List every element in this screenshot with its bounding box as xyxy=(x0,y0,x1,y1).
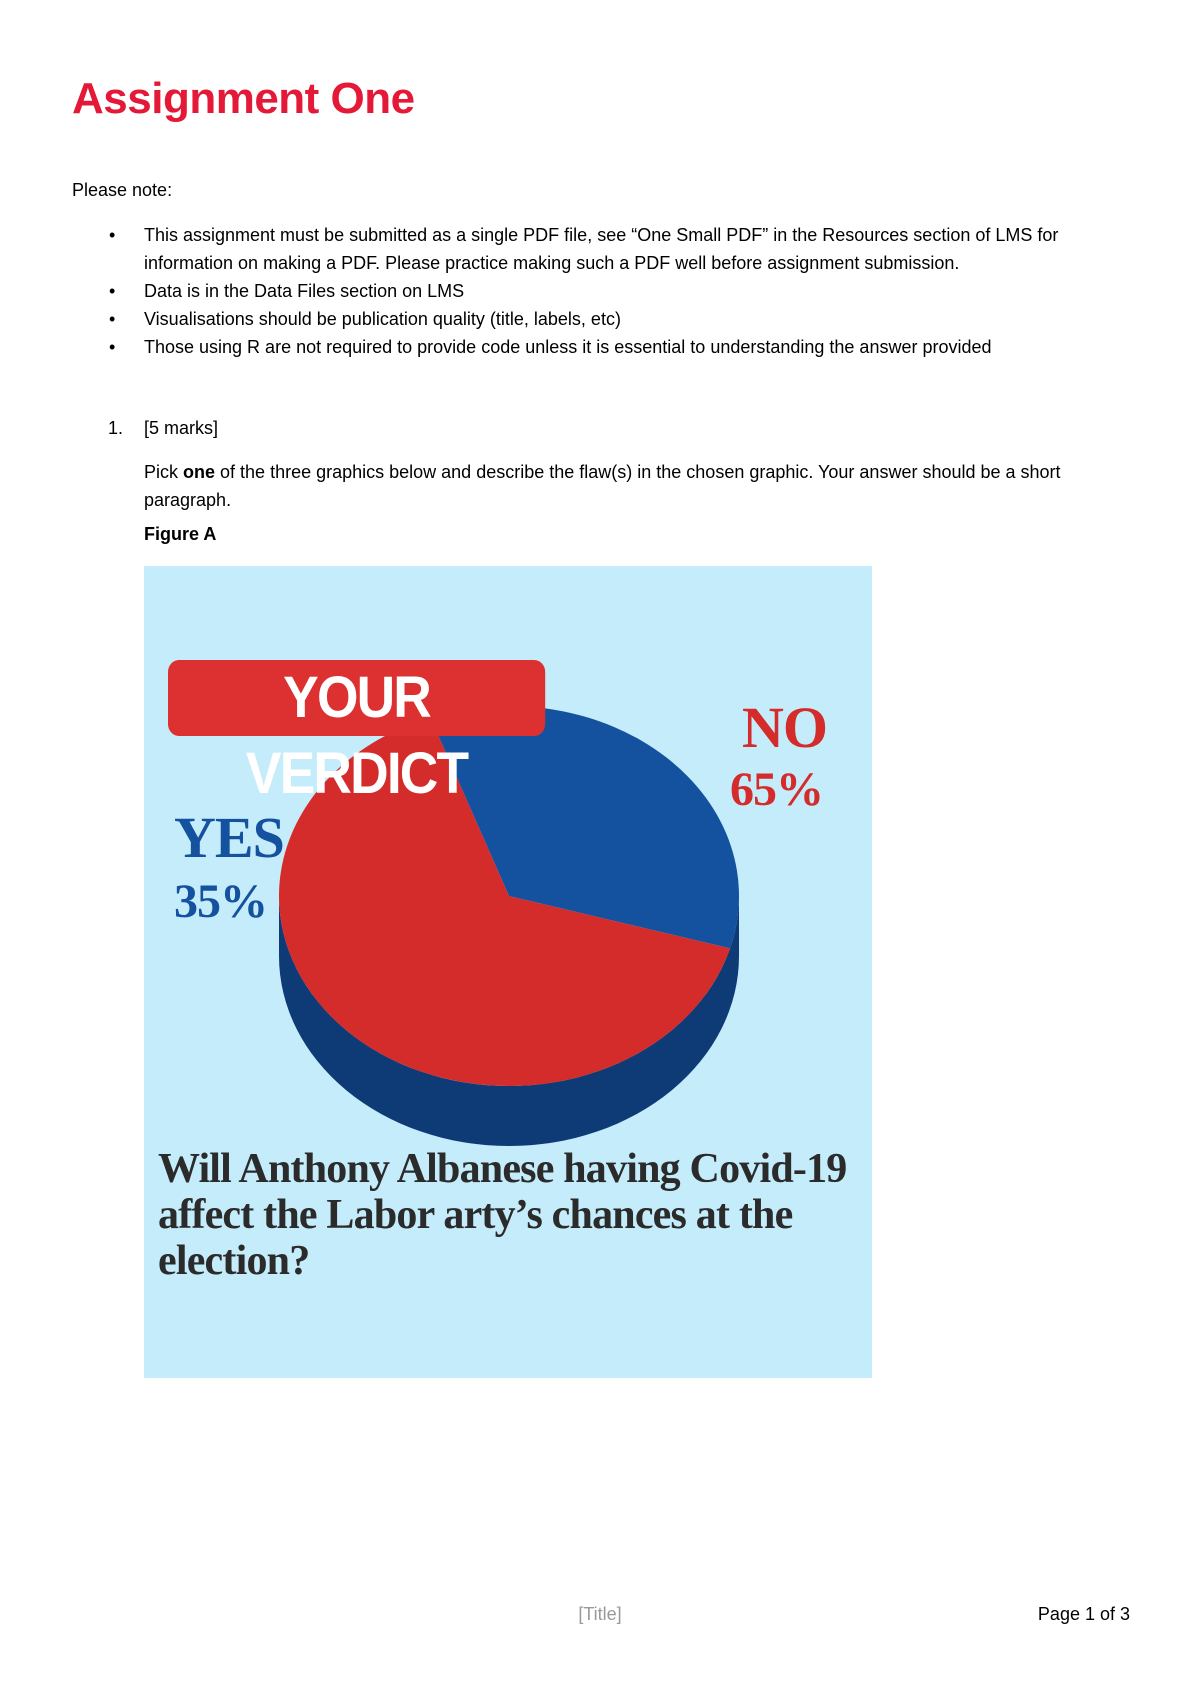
note-text: Data is in the Data Files section on LMS xyxy=(144,281,465,301)
figure-label: Figure A xyxy=(144,524,217,544)
no-percent: 65% xyxy=(730,763,823,816)
question-text xyxy=(144,458,1139,514)
note-label: Please note: xyxy=(72,180,173,200)
question-text-start: Pick xyxy=(144,462,184,482)
bullet-icon: • xyxy=(109,225,116,245)
notes-list xyxy=(72,221,1142,361)
question-number: 1. xyxy=(108,418,124,438)
figure-a xyxy=(144,566,872,1378)
no-label: NO xyxy=(742,695,827,760)
bullet-icon: • xyxy=(109,337,116,357)
question-text-end: of the three graphics below and describe the flaw(s) in the chosen graphic. Your answer should be a short paragraph. xyxy=(144,462,1061,510)
list-item xyxy=(72,333,1142,361)
list-item xyxy=(72,305,1142,333)
list-item xyxy=(72,221,1142,277)
note-text: Visualisations should be publication quality (title, labels, etc) xyxy=(144,309,621,329)
bullet-icon: • xyxy=(109,281,116,301)
yes-percent: 35% xyxy=(174,875,267,928)
yes-label: YES xyxy=(174,805,284,870)
question-marks: [5 marks] xyxy=(144,418,219,438)
bullet-icon: • xyxy=(109,309,116,329)
footer-title: [Title] xyxy=(578,1604,622,1624)
page-title: Assignment One xyxy=(72,74,415,123)
note-text: This assignment must be submitted as a single PDF file, see “One Small PDF” in the Resources section of LMS for information on making a PDF. Please practice making such a PDF well before assignment submission. xyxy=(144,225,1059,273)
figure-question: Will Anthony Albanese having Covid-19 affect the Labor arty’s chances at the election? xyxy=(158,1146,847,1284)
list-item xyxy=(72,277,1142,305)
question-text-emphasis: one xyxy=(183,462,216,482)
note-text: Those using R are not required to provide code unless it is essential to understanding the answer provided xyxy=(144,337,992,357)
page-number: Page 1 of 3 xyxy=(1037,1604,1130,1624)
verdict-badge: YOUR VERDICT xyxy=(168,660,545,736)
